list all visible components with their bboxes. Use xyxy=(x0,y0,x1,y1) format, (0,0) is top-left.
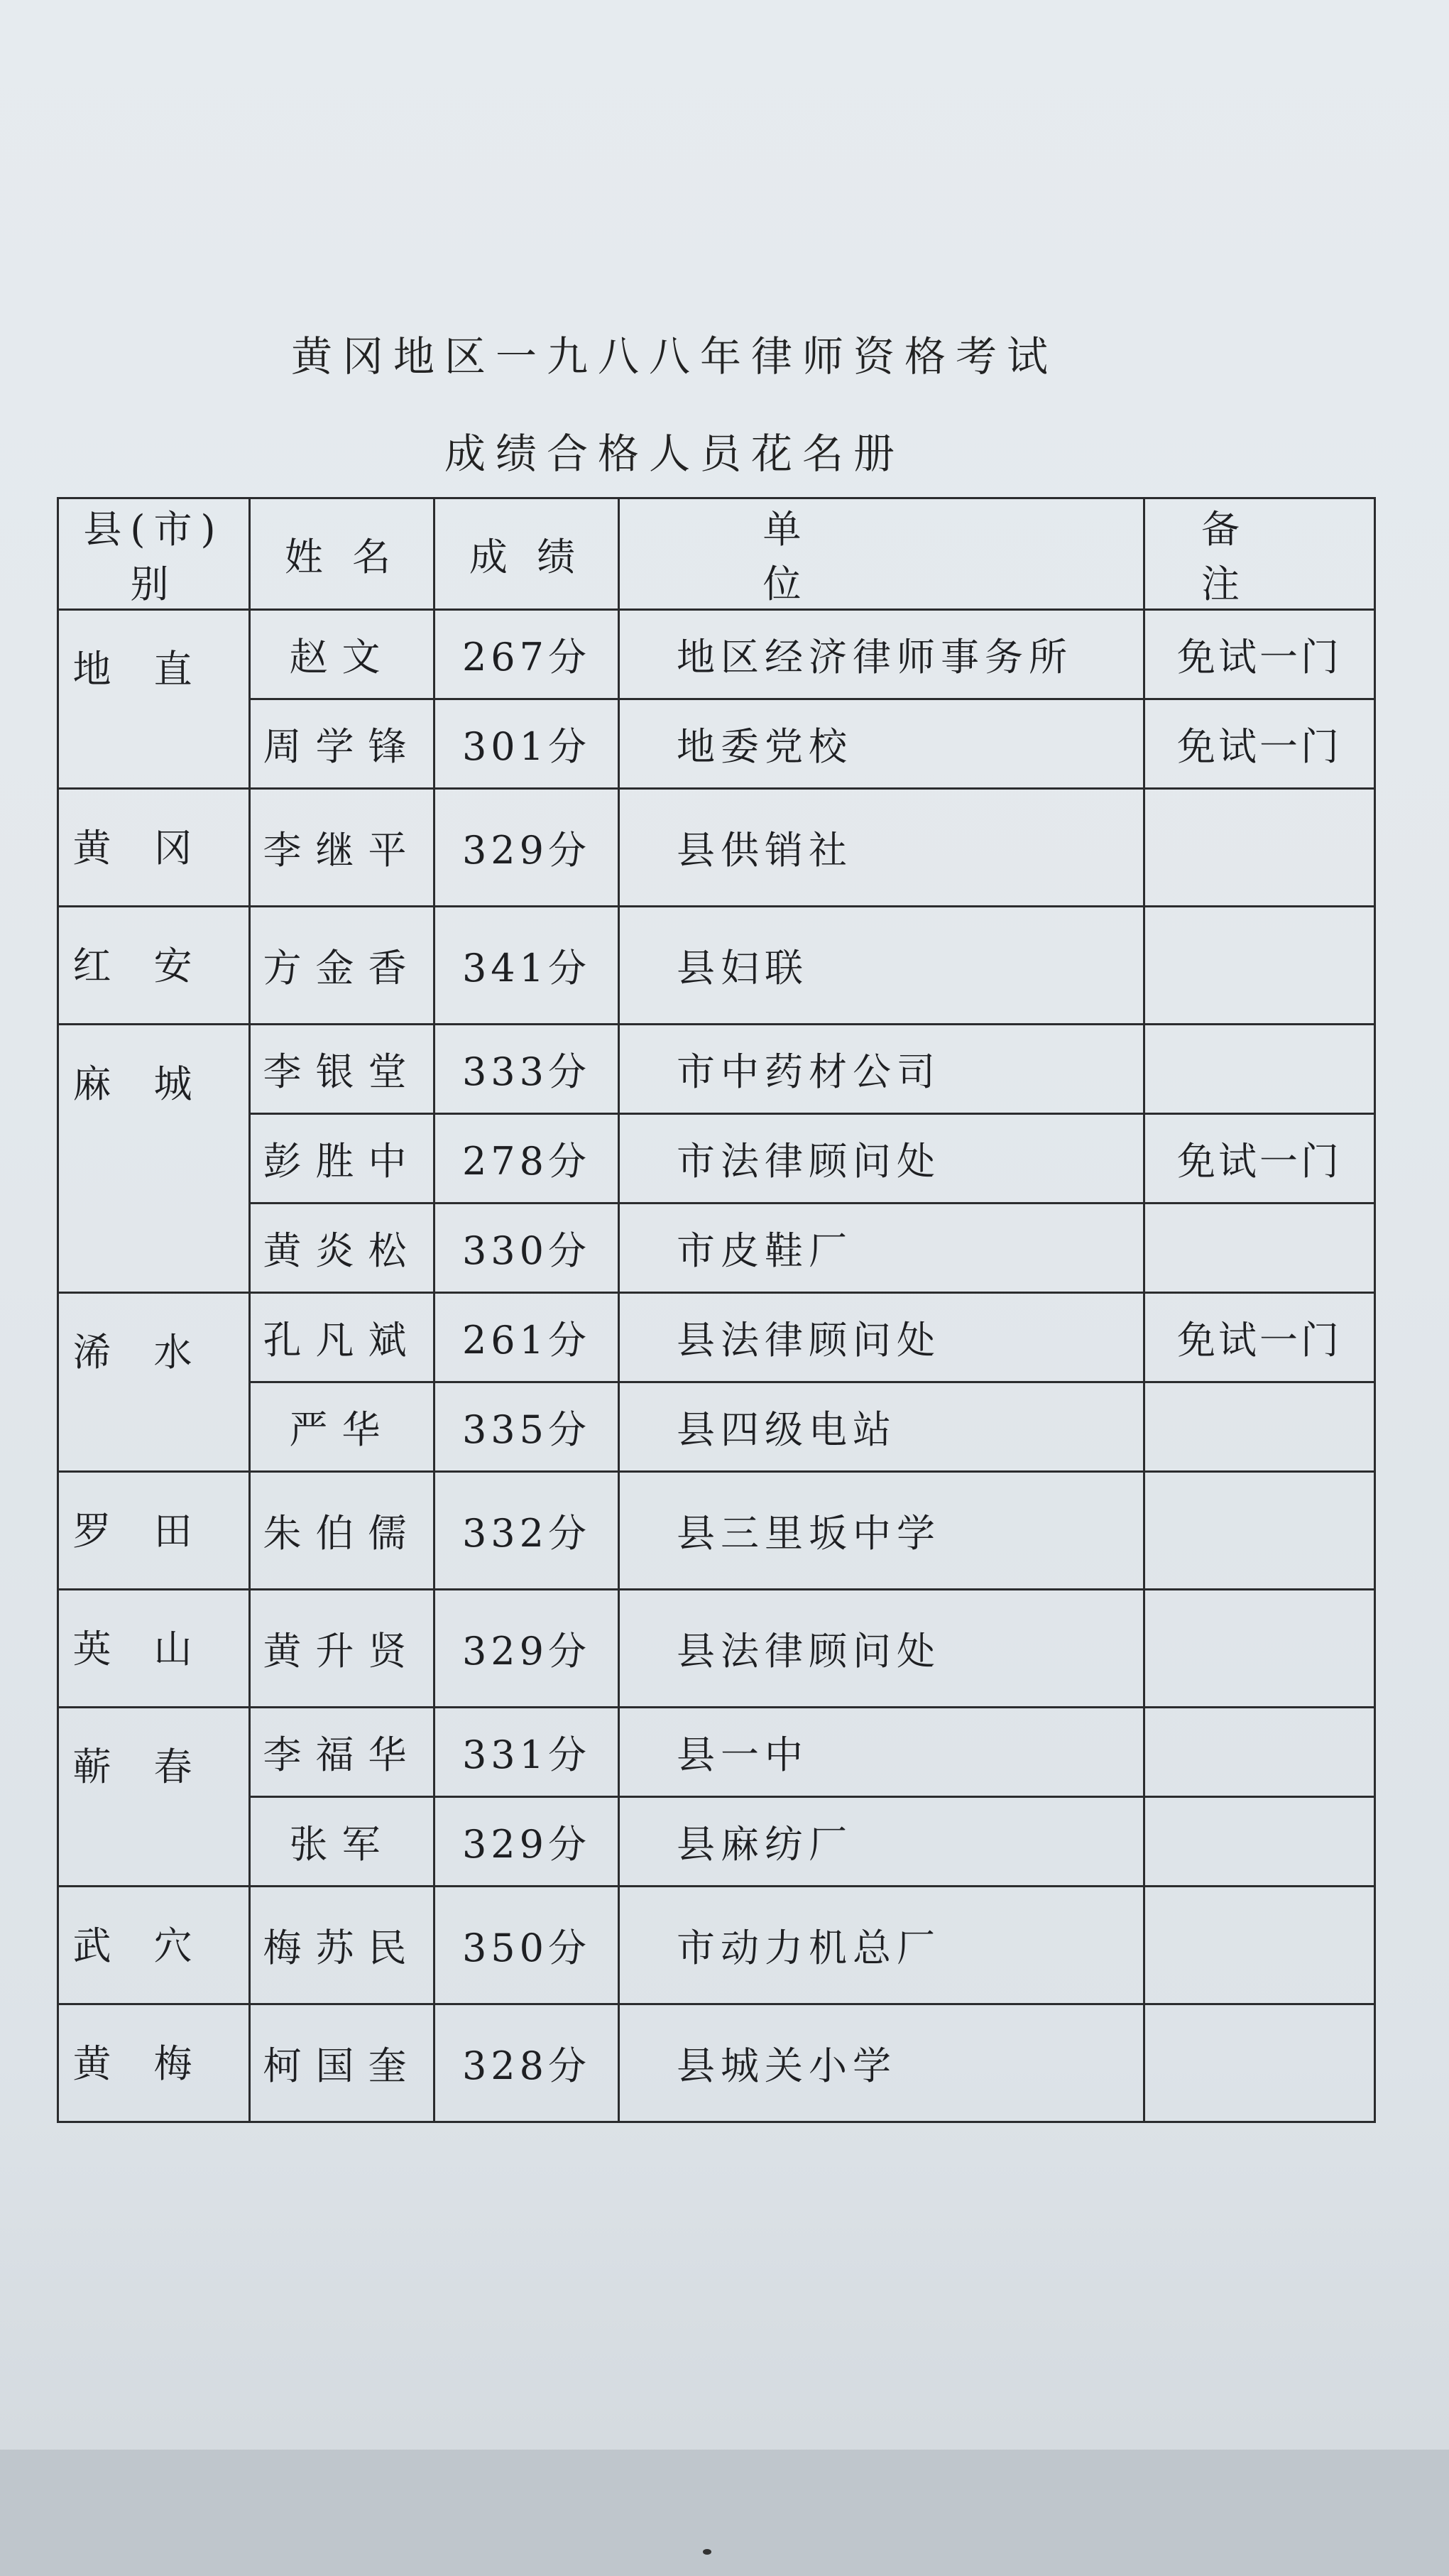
score-cell: 301分 xyxy=(434,699,619,789)
unit-cell: 县妇联 xyxy=(619,907,1144,1025)
score-cell: 329分 xyxy=(434,1590,619,1708)
table-row xyxy=(58,1590,1375,1708)
note-cell xyxy=(1144,1382,1375,1472)
score-cell: 267分 xyxy=(434,610,619,699)
table-row xyxy=(58,789,1375,907)
table-row xyxy=(58,1887,1375,2004)
score-cell: 331分 xyxy=(434,1708,619,1797)
note-cell xyxy=(1144,789,1375,907)
table-row xyxy=(58,907,1375,1025)
unit-cell: 县麻纺厂 xyxy=(619,1797,1144,1887)
score-cell: 329分 xyxy=(434,789,619,907)
table-row xyxy=(58,610,1375,699)
note-cell xyxy=(1144,1204,1375,1293)
note-cell: 免试一门 xyxy=(1144,610,1375,699)
county-cell: 蕲春 xyxy=(58,1708,250,1887)
unit-cell: 县四级电站 xyxy=(619,1382,1144,1472)
table-surface xyxy=(0,2450,1449,2576)
table-row xyxy=(58,699,1375,789)
note-cell xyxy=(1144,907,1375,1025)
table-row xyxy=(58,1025,1375,1114)
note-cell: 免试一门 xyxy=(1144,1293,1375,1382)
note-cell: 免试一门 xyxy=(1144,1114,1375,1204)
note-cell xyxy=(1144,1797,1375,1887)
document-title: 黄冈地区一九八八年律师资格考试 xyxy=(290,332,1058,381)
unit-cell: 地委党校 xyxy=(619,699,1144,789)
name-cell: 李福华 xyxy=(250,1708,434,1797)
table-row xyxy=(58,1797,1375,1887)
header-row xyxy=(58,498,1375,610)
score-cell: 333分 xyxy=(434,1025,619,1114)
name-cell: 孔凡斌 xyxy=(250,1293,434,1382)
unit-cell: 县法律顾问处 xyxy=(619,1293,1144,1382)
document-subtitle: 成绩合格人员花名册 xyxy=(444,430,904,478)
table-row xyxy=(58,1472,1375,1590)
note-cell xyxy=(1144,1887,1375,2004)
table-row xyxy=(58,1204,1375,1293)
header-score: 成 绩 xyxy=(434,498,619,610)
county-cell: 英山 xyxy=(58,1590,250,1708)
county-cell: 黄冈 xyxy=(58,789,250,907)
table-row xyxy=(58,1382,1375,1472)
score-cell: 335分 xyxy=(434,1382,619,1472)
county-cell: 武穴 xyxy=(58,1887,250,2004)
county-cell: 黄梅 xyxy=(58,2004,250,2122)
county-cell: 罗田 xyxy=(58,1472,250,1590)
name-cell: 柯国奎 xyxy=(250,2004,434,2122)
note-cell xyxy=(1144,1472,1375,1590)
unit-cell: 地区经济律师事务所 xyxy=(619,610,1144,699)
county-cell: 红安 xyxy=(58,907,250,1025)
note-cell xyxy=(1144,2004,1375,2122)
unit-cell: 市动力机总厂 xyxy=(619,1887,1144,2004)
name-cell: 梅苏民 xyxy=(250,1887,434,2004)
unit-cell: 县三里坂中学 xyxy=(619,1472,1144,1590)
unit-cell: 市中药材公司 xyxy=(619,1025,1144,1114)
score-cell: 329分 xyxy=(434,1797,619,1887)
unit-cell: 县城关小学 xyxy=(619,2004,1144,2122)
score-cell: 341分 xyxy=(434,907,619,1025)
score-cell: 330分 xyxy=(434,1204,619,1293)
name-cell: 张军 xyxy=(250,1797,434,1887)
name-cell: 严华 xyxy=(250,1382,434,1472)
note-cell xyxy=(1144,1025,1375,1114)
score-cell: 332分 xyxy=(434,1472,619,1590)
unit-cell: 县供销社 xyxy=(619,789,1144,907)
name-cell: 李继平 xyxy=(250,789,434,907)
table-row xyxy=(58,1708,1375,1797)
name-cell: 方金香 xyxy=(250,907,434,1025)
unit-cell: 市皮鞋厂 xyxy=(619,1204,1144,1293)
header-county: 县(市)别 xyxy=(58,498,250,610)
score-cell: 278分 xyxy=(434,1114,619,1204)
score-cell: 261分 xyxy=(434,1293,619,1382)
score-cell: 328分 xyxy=(434,2004,619,2122)
name-cell: 彭胜中 xyxy=(250,1114,434,1204)
name-cell: 朱伯儒 xyxy=(250,1472,434,1590)
note-cell: 免试一门 xyxy=(1144,699,1375,789)
score-cell: 350分 xyxy=(434,1887,619,2004)
name-cell: 黄升贤 xyxy=(250,1590,434,1708)
roster-table xyxy=(57,497,1376,2123)
name-cell: 李银堂 xyxy=(250,1025,434,1114)
header-unit: 单 位 xyxy=(619,498,1144,610)
county-cell: 浠水 xyxy=(58,1293,250,1472)
ink-speck xyxy=(703,2549,711,2555)
name-cell: 周学锋 xyxy=(250,699,434,789)
name-cell: 黄炎松 xyxy=(250,1204,434,1293)
unit-cell: 县一中 xyxy=(619,1708,1144,1797)
note-cell xyxy=(1144,1708,1375,1797)
table-row xyxy=(58,2004,1375,2122)
county-cell: 麻城 xyxy=(58,1025,250,1293)
header-note: 备 注 xyxy=(1144,498,1375,610)
table-row xyxy=(58,1293,1375,1382)
note-cell xyxy=(1144,1590,1375,1708)
unit-cell: 市法律顾问处 xyxy=(619,1114,1144,1204)
header-name: 姓 名 xyxy=(250,498,434,610)
name-cell: 赵文 xyxy=(250,610,434,699)
unit-cell: 县法律顾问处 xyxy=(619,1590,1144,1708)
table-row xyxy=(58,1114,1375,1204)
county-cell: 地直 xyxy=(58,610,250,789)
